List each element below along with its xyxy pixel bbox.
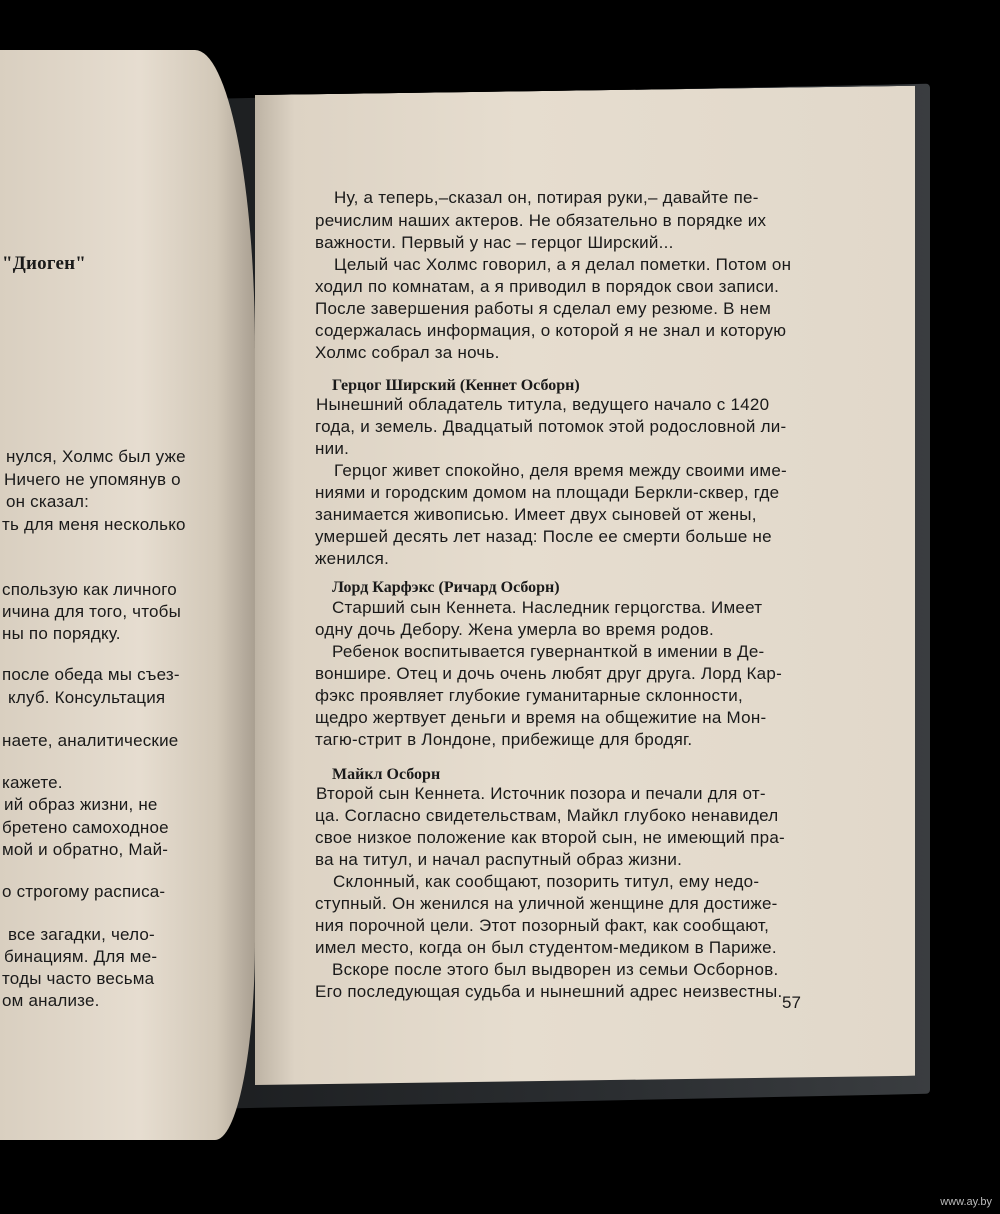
left-line: Ничего не упомянув о xyxy=(4,470,181,489)
intro-line: Ну, а теперь,–сказал он, потирая руки,– давайте пе- xyxy=(334,188,759,207)
section-line: Нынешний обладатель титула, ведущего начало с 1420 xyxy=(316,395,770,414)
section-line: Его последующая судьба и нынешний адрес неизвестны. xyxy=(315,982,783,1001)
left-line: кажете. xyxy=(2,773,63,792)
left-line: наете, аналитические xyxy=(2,731,179,750)
intro-line: ходил по комнатам, а я приводил в порядок свои записи. xyxy=(315,277,780,296)
section-line: умершей десять лет назад: После ее смерти больше не xyxy=(315,527,772,546)
left-line: бретено самоходное xyxy=(2,818,169,837)
section-line: ния порочной цели. Этот позорный факт, как сообщают, xyxy=(315,916,770,935)
left-line: ичина для того, чтобы xyxy=(2,602,182,621)
watermark: www.ay.by xyxy=(940,1196,992,1208)
left-line: тоды часто весьма xyxy=(2,969,155,988)
intro-line: важности. Первый у нас – герцог Ширский... xyxy=(315,233,674,252)
left-line: ть для меня несколько xyxy=(2,515,186,534)
left-line: мой и обратно, Май- xyxy=(2,840,169,859)
section-line: женился. xyxy=(315,549,390,568)
left-line: все загадки, чело- xyxy=(8,925,155,944)
left-line: клуб. Консультация xyxy=(8,688,166,707)
section-line: Ребенок воспитывается гувернанткой в имении в Де- xyxy=(332,642,765,661)
left-line: нулся, Холмс был уже xyxy=(6,447,186,466)
page-number: 57 xyxy=(782,993,801,1012)
section-line: Вскоре после этого был выдворен из семьи Осборнов. xyxy=(332,960,779,979)
section-heading: Герцог Ширский (Кеннет Осборн) xyxy=(332,377,580,394)
left-line: спользую как личного xyxy=(2,580,177,599)
section-heading: Майкл Осборн xyxy=(332,766,441,783)
left-line: после обеда мы съез- xyxy=(2,665,180,684)
section-line: года, и земель. Двадцатый потомок этой родословной ли- xyxy=(315,417,787,436)
section-line: Старший сын Кеннета. Наследник герцогства. Имеет xyxy=(332,598,763,617)
left-title: "Диоген" xyxy=(2,253,86,274)
intro-line: речислим наших актеров. Не обязательно в порядке их xyxy=(315,211,767,230)
left-line: ом анализе. xyxy=(2,991,100,1010)
section-line: Герцог живет спокойно, деля время между своими име- xyxy=(334,461,787,480)
section-heading: Лорд Карфэкс (Ричард Осборн) xyxy=(332,579,560,596)
section-line: щедро жертвует деньги и время на общежитие на Мон- xyxy=(315,708,767,727)
left-line: ны по порядку. xyxy=(2,624,121,643)
section-line: ниями и городским домом на площади Беркли-сквер, где xyxy=(315,483,780,502)
section-line: нии. xyxy=(315,439,350,458)
section-line: Склонный, как сообщают, позорить титул, ему недо- xyxy=(333,872,760,891)
section-line: ца. Согласно свидетельствам, Майкл глубоко ненавидел xyxy=(315,806,779,825)
section-line: ступный. Он женился на уличной женщине для достиже- xyxy=(315,894,778,913)
section-line: имел место, когда он был студентом-медиком в Париже. xyxy=(315,938,777,957)
section-line: занимается живописью. Имеет двух сыновей от жены, xyxy=(315,505,757,524)
intro-line: Целый час Холмс говорил, а я делал пометки. Потом он xyxy=(334,255,792,274)
section-line: тагю-стрит в Лондоне, прибежище для бродяг. xyxy=(315,730,693,749)
section-line: одну дочь Дебору. Жена умерла во время родов. xyxy=(315,620,714,639)
left-line: бинациям. Для ме- xyxy=(4,947,158,966)
intro-line: содержалась информация, о которой я не знал и которую xyxy=(315,321,787,340)
intro-line: После завершения работы я сделал ему резюме. В нем xyxy=(315,299,772,318)
left-line: он сказал: xyxy=(6,492,90,511)
section-line: воншире. Отец и дочь очень любят друг друга. Лорд Кар- xyxy=(315,664,782,683)
section-line: Второй сын Кеннета. Источник позора и печали для от- xyxy=(316,784,766,803)
intro-line: Холмс собрал за ночь. xyxy=(315,343,500,362)
left-line: ий образ жизни, не xyxy=(4,795,158,814)
section-line: ва на титул, и начал распутный образ жизни. xyxy=(315,850,683,869)
section-line: фэкс проявляет глубокие гуманитарные склонности, xyxy=(315,686,743,705)
left-line: о строгому расписа- xyxy=(2,882,166,901)
section-line: свое низкое положение как второй сын, не имеющий пра- xyxy=(315,828,785,847)
